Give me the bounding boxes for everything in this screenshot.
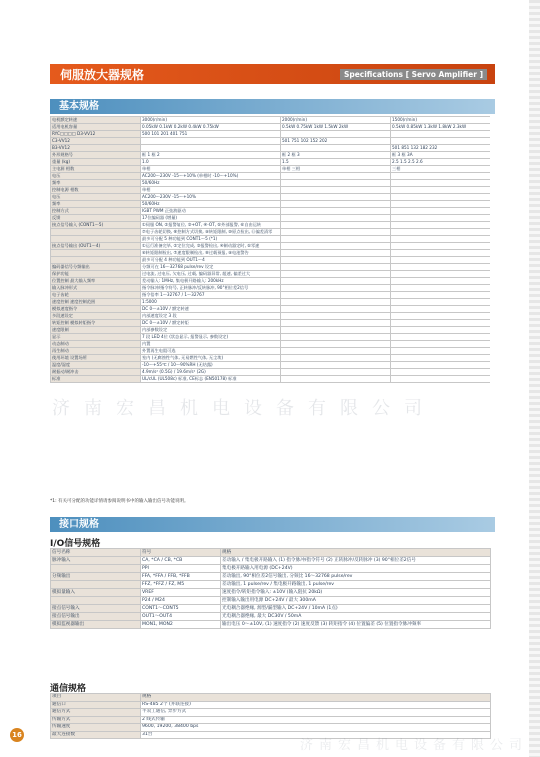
- basic-spec-cell: [281, 348, 391, 355]
- basic-spec-row: [51, 180, 491, 187]
- basic-spec-cell: 500 101 201 401 751: [141, 131, 281, 138]
- basic-spec-cell: RYC□□□□ D3-VV12: [51, 131, 141, 138]
- basic-spec-cell: [391, 341, 491, 348]
- basic-spec-row: [51, 229, 491, 236]
- comm-spec-table: [50, 693, 490, 739]
- io-spec-cell: 差动输入 / 集电极开路输入 (1) 指令脉冲/指令符号 (2) 正转脉冲/反转脉冲 (3) 90°相位差2信号: [221, 557, 491, 565]
- basic-spec-row: [51, 271, 491, 278]
- basic-spec-row: [51, 362, 491, 369]
- basic-spec-row: [51, 201, 491, 208]
- io-spec-cell: OUT1～OUT4: [141, 613, 221, 621]
- basic-spec-cell: [391, 362, 491, 369]
- io-spec-cell: 接点信号输出: [51, 613, 141, 621]
- basic-spec-cell: 分频可在 16～32768 pulse/rev 设定: [141, 264, 281, 271]
- basic-spec-cell: [281, 250, 391, 257]
- io-spec-cell: [51, 597, 141, 605]
- basic-spec-cell: [281, 194, 391, 201]
- basic-spec-cell: [391, 194, 491, 201]
- basic-spec-cell: ①伺服 ON, ②报警复位, ③+OT, ④-OT, ⑤外部报警, ⑥自由运转: [141, 222, 281, 229]
- basic-spec-cell: 50/60Hz: [141, 201, 281, 208]
- basic-spec-cell: [141, 138, 281, 145]
- basic-spec-cell: [281, 131, 391, 138]
- comm-spec-cell: 31台: [141, 731, 491, 739]
- basic-spec-cell: [391, 285, 491, 292]
- basic-spec-cell: 内部参数设定: [141, 327, 281, 334]
- basic-spec-cell: 17位编码器 (增量): [141, 215, 281, 222]
- basic-spec-cell: [391, 348, 491, 355]
- basic-spec-cell: -10～+55℃ / 10～90%RH (无结露): [141, 362, 281, 369]
- basic-spec-cell: 0.05kW 0.1kW 0.2kW 0.4kW 0.75kW: [141, 124, 281, 131]
- basic-spec-cell: 0.5kW 0.85kW 1.3kW 1.8kW 2.3kW: [391, 124, 491, 131]
- basic-spec-cell: [391, 334, 491, 341]
- basic-spec-cell: 单相 三相: [281, 166, 391, 173]
- basic-spec-row: [51, 327, 491, 334]
- page-title: 伺服放大器规格: [60, 68, 145, 82]
- io-spec-header-cell: 信号名称: [51, 549, 141, 557]
- comm-spec-cell: 通信方式: [51, 709, 141, 717]
- basic-spec-cell: 电机额定转速: [51, 117, 141, 124]
- basic-spec-row: [51, 369, 491, 376]
- comm-spec-cell: 传输速度: [51, 724, 141, 732]
- basic-spec-cell: DC 0～±10V / 额定转矩: [141, 320, 281, 327]
- basic-spec-cell: 接点信号输出 (OUT1～4): [51, 243, 141, 250]
- basic-spec-row: [51, 250, 491, 257]
- basic-spec-cell: 频率: [51, 180, 141, 187]
- basic-spec-cell: [281, 257, 391, 264]
- io-spec-cell: P24 / M24: [141, 597, 221, 605]
- basic-spec-cell: [281, 285, 391, 292]
- basic-spec-row: [51, 166, 491, 173]
- basic-spec-cell: 动态制动: [51, 341, 141, 348]
- basic-spec-cell: 0.5kW 0.75kW 1kW 1.5kW 2kW: [281, 124, 391, 131]
- io-spec-cell: 光电耦合器绝缘, 源型/漏型输入 DC+24V / 10mA (1点): [221, 605, 491, 613]
- io-spec-cell: FFA, *FFA / FFB, *FFB: [141, 573, 221, 581]
- basic-spec-cell: [391, 222, 491, 229]
- comm-spec-header-cell: 规格: [141, 694, 491, 702]
- basic-spec-row: [51, 348, 491, 355]
- basic-spec-cell: 3000(r/min): [141, 117, 281, 124]
- basic-spec-cell: ①运行准备完毕, ②定位完成, ③报警检出, ④制动器定时, ⑤零速: [141, 243, 281, 250]
- io-spec-cell: 脉冲输入: [51, 557, 141, 565]
- basic-spec-cell: [51, 229, 141, 236]
- comm-spec-row: [51, 724, 491, 732]
- basic-spec-cell: [281, 187, 391, 194]
- basic-spec-cell: ⑥转矩限制检出, ⑦速度限制检出, ⑧过载预报, ⑨电池警告: [141, 250, 281, 257]
- basic-spec-cell: 显示: [51, 334, 141, 341]
- basic-spec-cell: [51, 257, 141, 264]
- basic-spec-cell: [391, 215, 491, 222]
- basic-spec-cell: 电压: [51, 194, 141, 201]
- io-spec-header-cell: 符号: [141, 549, 221, 557]
- basic-spec-cell: 框 2 框 3: [281, 152, 391, 159]
- basic-spec-cell: [391, 327, 491, 334]
- page-title-english: Specifications [ Servo Amplifier ]: [340, 69, 487, 80]
- basic-spec-cell: C3-VV12: [51, 138, 141, 145]
- basic-spec-cell: [281, 362, 391, 369]
- basic-spec-row: [51, 131, 491, 138]
- basic-spec-row: [51, 257, 491, 264]
- basic-spec-row: [51, 243, 491, 250]
- basic-spec-cell: [281, 306, 391, 313]
- basic-spec-cell: 框 3 框 3A: [391, 152, 491, 159]
- basic-spec-cell: 多段速设定: [51, 313, 141, 320]
- basic-spec-cell: [391, 236, 491, 243]
- basic-spec-cell: [51, 236, 141, 243]
- basic-spec-cell: 电子齿轮: [51, 292, 141, 299]
- basic-spec-cell: [391, 138, 491, 145]
- io-spec-cell: MON1, MON2: [141, 621, 221, 629]
- basic-spec-cell: [281, 180, 391, 187]
- basic-spec-cell: [391, 376, 491, 383]
- basic-spec-cell: 最多可分配 5 种功能到 CONT1～5 (*1): [141, 236, 281, 243]
- basic-spec-cell: UL/cUL (UL508c) 标准, CE标志 (EN50178) 标准: [141, 376, 281, 383]
- basic-spec-cell: [391, 201, 491, 208]
- basic-spec-cell: [51, 250, 141, 257]
- basic-spec-cell: 2000(r/min): [281, 117, 391, 124]
- basic-spec-row: [51, 208, 491, 215]
- io-spec-cell: 差动输出, 1 pulse/rev / 集电极开路输出, 1 pulse/rev: [221, 581, 491, 589]
- page-number: 16: [10, 728, 24, 742]
- basic-spec-row: [51, 117, 491, 124]
- basic-spec-cell: [281, 271, 391, 278]
- basic-spec-cell: [391, 271, 491, 278]
- basic-spec-cell: 温度/湿度: [51, 362, 141, 369]
- basic-spec-cell: 使用环境 设置场所: [51, 355, 141, 362]
- basic-spec-cell: [391, 208, 491, 215]
- basic-spec-row: [51, 341, 491, 348]
- basic-spec-cell: 标准: [51, 376, 141, 383]
- basic-spec-cell: 室内 (无腐蚀性气体, 无易燃性气体, 无尘埃): [141, 355, 281, 362]
- io-spec-row: [51, 621, 491, 629]
- basic-spec-cell: [391, 187, 491, 194]
- basic-spec-cell: [281, 376, 391, 383]
- basic-spec-cell: [281, 299, 391, 306]
- basic-spec-cell: [281, 334, 391, 341]
- basic-spec-cell: 适用电机容量: [51, 124, 141, 131]
- basic-spec-row: [51, 159, 491, 166]
- io-spec-row: [51, 613, 491, 621]
- io-spec-cell: CA, *CA / CB, *CB: [141, 557, 221, 565]
- basic-spec-cell: 主电源 相数: [51, 166, 141, 173]
- basic-spec-cell: [281, 145, 391, 152]
- basic-spec-cell: 速度限制: [51, 327, 141, 334]
- comm-spec-row: [51, 701, 491, 709]
- basic-spec-cell: 内部速度设定 3 段: [141, 313, 281, 320]
- basic-spec-row: [51, 236, 491, 243]
- basic-spec-cell: [281, 222, 391, 229]
- basic-spec-cell: 框 1 框 2: [141, 152, 281, 159]
- basic-spec-cell: 三相: [391, 166, 491, 173]
- basic-spec-cell: 速度控制 速度控制范围: [51, 299, 141, 306]
- comm-spec-cell: 传输方式: [51, 716, 141, 724]
- comm-spec-cell: 最大连接数: [51, 731, 141, 739]
- io-spec-row: [51, 605, 491, 613]
- basic-spec-cell: 过电流, 过电压, 欠电压, 过载, 编码器异常, 超速, 偏差过大: [141, 271, 281, 278]
- io-spec-cell: 集电极开路输入用电源 (DC+24V): [221, 565, 491, 573]
- basic-spec-cell: [281, 236, 391, 243]
- basic-spec-cell: 控制方式: [51, 208, 141, 215]
- io-spec-cell: 接点信号输入: [51, 605, 141, 613]
- basic-spec-cell: 最多可分配 4 种功能到 OUT1～4: [141, 257, 281, 264]
- basic-spec-row: [51, 124, 491, 131]
- watermark-footer: 济南宏昌机电设备有限公司: [300, 738, 529, 753]
- io-spec-cell: FFZ, *FFZ / FZ, M5: [141, 581, 221, 589]
- basic-spec-cell: [391, 355, 491, 362]
- io-spec-cell: 分频输出: [51, 573, 141, 581]
- io-spec-row: [51, 573, 491, 581]
- io-spec-cell: [51, 565, 141, 573]
- io-spec-row: [51, 597, 491, 605]
- basic-spec-cell: [281, 173, 391, 180]
- comm-spec-header-row: [51, 694, 491, 702]
- basic-spec-cell: [391, 306, 491, 313]
- basic-spec-cell: [281, 320, 391, 327]
- basic-spec-cell: 501 851 132 182 232: [391, 145, 491, 152]
- basic-spec-cell: [391, 131, 491, 138]
- basic-spec-cell: [281, 208, 391, 215]
- comm-spec-cell: 通信口: [51, 701, 141, 709]
- basic-spec-cell: 输入脉冲形式: [51, 285, 141, 292]
- basic-spec-cell: [281, 201, 391, 208]
- io-spec-header-cell: 规格: [221, 549, 491, 557]
- basic-spec-cell: 转矩控制 模拟转矩指令: [51, 320, 141, 327]
- basic-spec-cell: 1500(r/min): [391, 117, 491, 124]
- basic-spec-cell: 模拟速度指令: [51, 306, 141, 313]
- basic-spec-cell: 单相: [141, 187, 281, 194]
- spec-footnote: *1: 有关可分配的功能详情请参阅说明书中的输入输出信号功能说明。: [50, 499, 189, 504]
- basic-spec-cell: 4.9m/s² (0.5G) / 19.6m/s² (2G): [141, 369, 281, 376]
- watermark: 济南宏昌机电设备有限公司: [52, 398, 436, 419]
- basic-spec-cell: [391, 250, 491, 257]
- basic-spec-cell: [391, 180, 491, 187]
- basic-spec-cell: 1.0: [141, 159, 281, 166]
- io-spec-cell: 控制输入输出用电源 DC+24V / 最大 300mA: [221, 597, 491, 605]
- basic-spec-cell: 位置控制 最大输入频率: [51, 278, 141, 285]
- basic-spec-cell: 内置: [141, 341, 281, 348]
- basic-spec-cell: [281, 292, 391, 299]
- basic-spec-row: [51, 138, 491, 145]
- basic-spec-cell: [281, 341, 391, 348]
- side-stripe: [529, 0, 540, 757]
- basic-spec-row: [51, 187, 491, 194]
- basic-spec-cell: [391, 292, 491, 299]
- basic-spec-row: [51, 313, 491, 320]
- io-spec-cell: CONT1～CONT5: [141, 605, 221, 613]
- io-spec-row: [51, 557, 491, 565]
- basic-spec-cell: 2.5 1.5 2.5 2.6: [391, 159, 491, 166]
- section-interface-spec: 接口规格: [50, 517, 495, 532]
- io-spec-row: [51, 581, 491, 589]
- basic-spec-cell: [391, 369, 491, 376]
- basic-spec-cell: IGBT PWM 正弦波驱动: [141, 208, 281, 215]
- basic-spec-row: [51, 278, 491, 285]
- io-spec-header-row: [51, 549, 491, 557]
- io-spec-row: [51, 565, 491, 573]
- io-spec-cell: [51, 581, 141, 589]
- basic-spec-cell: [281, 327, 391, 334]
- io-spec-title: I/O信号规格: [50, 539, 101, 549]
- basic-spec-cell: B3-VV12: [51, 145, 141, 152]
- basic-spec-cell: 再生制动: [51, 348, 141, 355]
- comm-spec-row: [51, 716, 491, 724]
- io-spec-row: [51, 589, 491, 597]
- io-spec-cell: 模拟监视器输出: [51, 621, 141, 629]
- basic-spec-row: [51, 320, 491, 327]
- basic-spec-cell: 编码器信号分频输出: [51, 264, 141, 271]
- basic-spec-cell: [391, 229, 491, 236]
- comm-spec-cell: 半双工通信, 异步方式: [141, 709, 491, 717]
- basic-spec-cell: AC200～230V -15～+10% (单相时 -10～+10%): [141, 173, 281, 180]
- basic-spec-cell: [281, 215, 391, 222]
- page-title-bar: [50, 64, 495, 84]
- basic-spec-cell: 1.5: [281, 159, 391, 166]
- basic-spec-row: [51, 285, 491, 292]
- io-spec-cell: 光电耦合器绝缘, 最大 DC30V / 50mA: [221, 613, 491, 621]
- io-spec-cell: 速度指令/转矩指令输入: ±10V (输入阻抗 20kΩ): [221, 589, 491, 597]
- basic-spec-cell: [391, 173, 491, 180]
- basic-spec-cell: 501 751 102 152 202: [281, 138, 391, 145]
- basic-spec-cell: 指令脉冲/指令符号, 正转脉冲/反转脉冲, 90°相位差2信号: [141, 285, 281, 292]
- comm-spec-cell: 2 线式传输: [141, 716, 491, 724]
- basic-spec-cell: ⑦电子齿轮切换, ⑧控制方式切换, ⑨转矩限制, ⑩原点检出, ⑪偏差清零: [141, 229, 281, 236]
- basic-spec-cell: [281, 278, 391, 285]
- io-spec-cell: PPI: [141, 565, 221, 573]
- io-spec-cell: 差动输出, 90°相位差2信号输出, 分频比 16～32768 pulse/rev: [221, 573, 491, 581]
- basic-spec-cell: [281, 369, 391, 376]
- basic-spec-cell: 1:5000: [141, 299, 281, 306]
- basic-spec-row: [51, 355, 491, 362]
- basic-spec-cell: [281, 264, 391, 271]
- basic-spec-cell: [391, 313, 491, 320]
- io-spec-cell: 模拟量输入: [51, 589, 141, 597]
- basic-spec-cell: [141, 145, 281, 152]
- section-basic-spec: 基本规格: [50, 99, 495, 114]
- basic-spec-cell: [281, 313, 391, 320]
- basic-spec-cell: 频率: [51, 201, 141, 208]
- basic-spec-row: [51, 306, 491, 313]
- basic-spec-cell: [391, 243, 491, 250]
- basic-spec-cell: DC 0～±10V / 额定转速: [141, 306, 281, 313]
- basic-spec-cell: AC200～230V -15～+10%: [141, 194, 281, 201]
- basic-spec-cell: [391, 264, 491, 271]
- comm-spec-header-cell: 项目: [51, 694, 141, 702]
- basic-spec-row: [51, 264, 491, 271]
- basic-spec-cell: 耐振动/耐冲击: [51, 369, 141, 376]
- basic-spec-row: [51, 292, 491, 299]
- basic-spec-row: [51, 376, 491, 383]
- basic-spec-table: [50, 116, 490, 496]
- basic-spec-row: [51, 152, 491, 159]
- io-spec-cell: 输出电压 0～±10V, (1) 速度指令 (2) 速度反馈 (3) 转矩指令 (4) 位置偏差 (5) 位置指令脉冲频率: [221, 621, 491, 629]
- basic-spec-cell: [391, 257, 491, 264]
- basic-spec-cell: 差动输入: 1MHz, 集电极开路输入: 200kHz: [141, 278, 281, 285]
- comm-spec-cell: RS-485 2个 (并联连接): [141, 701, 491, 709]
- basic-spec-cell: 7 段 LED 4位 (状态显示, 报警显示, 参数设定): [141, 334, 281, 341]
- comm-spec-row: [51, 709, 491, 717]
- basic-spec-row: [51, 194, 491, 201]
- basic-spec-cell: 反馈: [51, 215, 141, 222]
- basic-spec-cell: 重量 (kg): [51, 159, 141, 166]
- comm-spec-title: 通信规格: [50, 684, 87, 694]
- basic-spec-cell: 控制电源 相数: [51, 187, 141, 194]
- basic-spec-cell: 50/60Hz: [141, 180, 281, 187]
- basic-spec-cell: [391, 278, 491, 285]
- io-spec-table: [50, 548, 490, 629]
- basic-spec-cell: 保护功能: [51, 271, 141, 278]
- comm-spec-cell: 9600, 19200, 38400 bps: [141, 724, 491, 732]
- basic-spec-row: [51, 222, 491, 229]
- io-spec-cell: VREF: [141, 589, 221, 597]
- basic-spec-cell: [281, 229, 391, 236]
- basic-spec-row: [51, 299, 491, 306]
- basic-spec-cell: 电压: [51, 173, 141, 180]
- basic-spec-cell: [391, 320, 491, 327]
- basic-spec-cell: [281, 355, 391, 362]
- basic-spec-cell: 单相: [141, 166, 281, 173]
- basic-spec-cell: 外形规格号: [51, 152, 141, 159]
- basic-spec-cell: 接点信号输入 (CONT1～5): [51, 222, 141, 229]
- basic-spec-cell: [391, 299, 491, 306]
- basic-spec-row: [51, 173, 491, 180]
- basic-spec-row: [51, 334, 491, 341]
- basic-spec-row: [51, 145, 491, 152]
- basic-spec-cell: 外置再生电阻可选: [141, 348, 281, 355]
- basic-spec-cell: 指令倍率 1～32767 / 1～32767: [141, 292, 281, 299]
- basic-spec-row: [51, 215, 491, 222]
- basic-spec-cell: [281, 243, 391, 250]
